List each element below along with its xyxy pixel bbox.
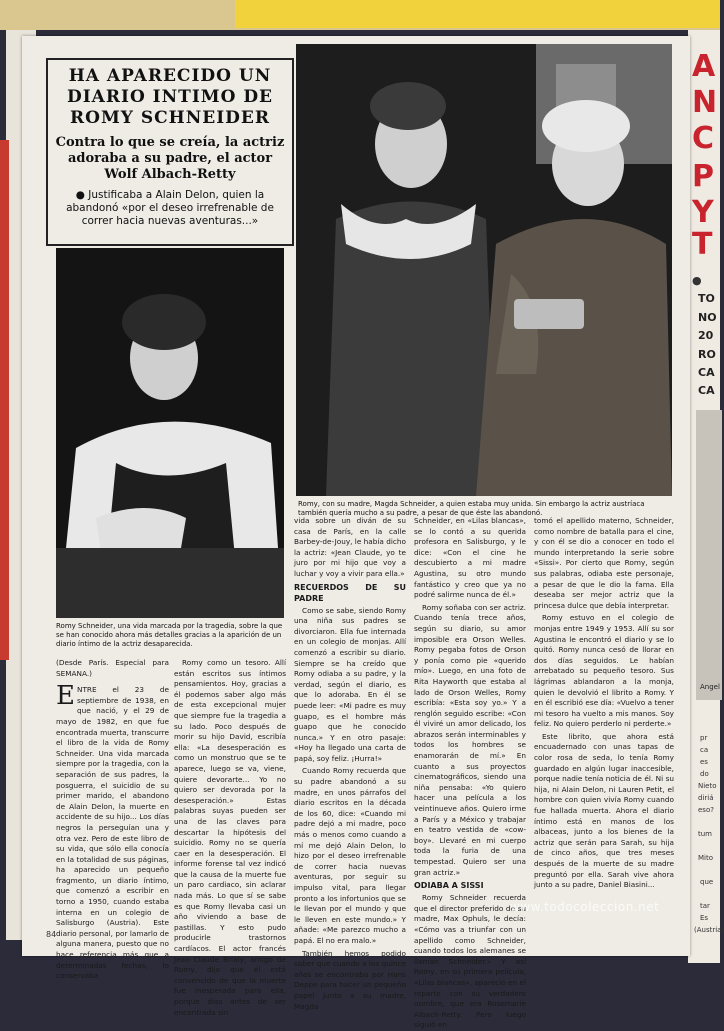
article-paragraph (56, 681, 169, 982)
right-page-photo-caption: Angel (700, 683, 720, 691)
article-paragraph: Romy Schneider recuerda que el director preferido de su madre, Max Ophuls, le decía: «Cómo vas a triunfar con un apellido como Schneider, cuando todos los alemanes se llaman Schneider.» Y así Romy, en su primera película, «Lilas blancas», apareció en el reparto con su verdadero nombre, que era Rosemarie Albach-Retty. Pero luego siguió en (414, 893, 526, 1030)
magazine-spine-strip (235, 0, 720, 28)
article-column-4 (414, 516, 526, 1030)
photo-romy-portrait (56, 248, 284, 618)
headline-box (46, 58, 294, 246)
right-page-letter: P (692, 159, 714, 194)
right-page-bullet: ● (692, 274, 702, 287)
caption-right-photo: Romy, con su madre, Magda Schneider, a quien estaba muy unida. Sin embargo la actriz austríaca también quería mucho a su padre, a pesar de que éste las abandonó. (298, 500, 645, 517)
right-page-line: NO (698, 311, 717, 324)
right-page-text: pr (700, 734, 708, 742)
article-paragraph: Cuando Romy recuerda que su padre abandonó a su madre, en unos párrafos del diario escritos en la década de los 60, dice: «Cuando mi padre dejó a mi madre, poco más o menos como cuando a mí me dejó Alain Delon, lo hizo por el deseo irrefrenable de correr hacia nuevas aventuras, por seguir su impulso vital, para llegar pronto a los infortunios que se le llevan por el mundo y que le lleven en este mundo.» Y añade: «Me parezco mucho a papá. El no era malo.» (294, 766, 406, 945)
right-page-text: do (700, 770, 709, 778)
right-page-line: CA (698, 384, 715, 397)
right-page-letter: Y (692, 195, 714, 230)
right-page-text: Nieto (698, 782, 717, 790)
right-page-letter: A (692, 49, 716, 84)
article-column-2 (174, 658, 286, 1017)
right-page-line: RO (698, 348, 716, 361)
photo-romy-portrait-image (56, 248, 284, 618)
right-page-photo (696, 410, 722, 700)
article-paragraph: También hemos podido saber que cuando a los quince años se encontraba por Hans Deppe para hacer un pequeño papel junto a su madre, Magda (294, 948, 406, 1011)
headline-line: ROMY SCHNEIDER (70, 108, 270, 128)
article-paragraph: vida sobre un diván de su casa de París, en la calle Barbey-de-Jouy, le había dicho la actriz: «Jean Claude, yo te juro por mi hijo que voy a luchar y voy a vivir para ella.» (294, 516, 406, 578)
right-page-line: CA (698, 366, 715, 379)
photo-romy-and-mother (296, 44, 672, 496)
photo-romy-and-mother-image (296, 44, 672, 496)
right-page-text: tar (700, 902, 710, 910)
caption-left-photo: Romy Schneider, una vida marcada por la tragedia, sobre la que se han conocido ahora más detalles gracias a la aparición de un diario íntimo de la actriz desaparecida. (56, 622, 283, 648)
right-page-text: eso? (698, 806, 714, 814)
headline-line: DIARIO INTIMO DE (66, 87, 274, 107)
drop-cap: E (56, 681, 75, 712)
right-page-text: Mito (698, 854, 714, 862)
right-page (688, 30, 724, 963)
article-paragraph: Schneider, en «Lilas blancas», se lo contó a su querida profesora en Salisburgo, y le dice: «Con el cine he descubierto a mi madre Agustina, su otro mundo fantástico y creo que ya no podré salirme nunca de él.» (414, 516, 526, 600)
article-paragraph: tomó el apellido materno, Schneider, como nombre de batalla para el cine, y con él se dio a conocer en todo el mundo interpretando la serie sobre «Sissi». Por cierto que Romy, según sus palabras, odiaba este personaje, a pesar de que le dio la fama. Ella deseaba ser mejor actriz que la princesa dulce que debía interpretar. (534, 516, 674, 610)
right-page-letter: C (692, 121, 715, 156)
headline-line: HA APARECIDO UN (68, 66, 272, 86)
magazine-page (22, 36, 690, 1030)
right-page-text: ca (700, 746, 709, 754)
right-page-letter: N (692, 85, 718, 120)
article-column-5 (534, 516, 674, 941)
dateline: (Desde París. Especial para SEMANA.) (56, 658, 169, 678)
watermark: www.todocoleccion.net (510, 900, 660, 914)
page-number: 84 (46, 930, 57, 939)
article-column-1 (56, 658, 169, 981)
article-paragraph: Como se sabe, siendo Romy una niña sus padres se divorciaron. Ella fue internada en un colegio de monjas. Allí comenzó a escribir su diario. Siempre se ha creído que Romy odiaba a su padre, y la verdad, según el diario, es que lo adoraba. En él se puede leer: «Mi padre es muy guapo, es el hombre más guapo que he conocido nunca.» Y en otro pasaje: «Hoy ha llegado una carta de papá, soy feliz. ¡Hurra!» (294, 605, 406, 763)
right-page-letter: T (692, 227, 713, 262)
right-page-text: Es (700, 914, 709, 922)
left-page-edge-red (0, 140, 9, 660)
article-paragraph: Este librito, que ahora está encuadernado con unas tapas de color rosa de seda, lo tenía Romy guardado en algún lugar inaccesible, porque nadie tenía noticia de él. Ni su hija, ni Alain Delon, ni Lauren Petit, el hombre con quien vivía Romy cuando fue hallada muerta. Ahora el diario íntimo está en manos de los albaceas, junto a los bienes de la actriz que serán para Sarah, su hija de cinco años, que tres meses después de la muerte de su madre preguntó por ella. Sarah vive ahora junto a su padre, Daniel Biasini... (534, 731, 674, 890)
article-paragraph: Romy como un tesoro. Allí están escritos sus íntimos pensamientos. Hoy, gracias a él podemos saber algo más de esta excepcional mujer que siempre fue la tragedia a su lado. Poco después de morir su hijo David, escribía ella: «La desesperación es como un monstruo que se te aparece, luego se va, viene, quiere devorarte... Yo no quiero ser devorada por la desesperación.» Estas palabras suyas pueden ser una de las claves para descartar la hipótesis del suicidio. Romy no se quería caer en la desesperación. El informe forense tal vez indicó que la causa de la muerte fue un paro cardiaco, sin aclarar nada más. Lo que sí se sabe es que Romy llevaba casi un año viviendo a base de pastillas. Y esto pudo producirle trastornos cardíacos. El actor francés Jean Claude Brialy, amigo de Romy, dijo que él está convencido de que la muerte fue inesperada para ella, porque días antes de ser encontrada sin (174, 658, 286, 1017)
section-heading: ODIABA A SISSI (414, 881, 484, 891)
article-column-3 (294, 516, 406, 1011)
right-page-line: 20 (698, 329, 714, 342)
article-paragraph: Romy soñaba con ser actriz. Cuando tenía trece años, según su diario, su amor imposible era Orson Welles. Romy pegaba fotos de Orson y ponía como pie «querido mío». Luego, en una foto de Rita Hayworth que estaba al lado de Orson Welles, Romy escribía: «Esta soy yo.» Y a renglón seguido escribe: «Con él viviré un amor delicado, los abrazos serán interminables y todos los hombres se enamorarán de mí.» En cuanto a sus proyectos cinematográficos, siendo una niña pensaba: «Yo quiero hacer una película a los veintinueve años. Quiero irme a París y a México y trabajar en teatro vestida de «cow-boy». Llevaré en mi cuerpo toda la furia de una tempestad. Quiero ser una gran actriz.» (414, 602, 526, 877)
right-page-text: es (700, 758, 708, 766)
right-page-text: diriá (698, 794, 714, 802)
right-page-text: que (700, 878, 714, 886)
lead-bullet: ● Justificaba a Alain Delon, quien la abandonó «por el deseo irrefrenable de correr hacia nuevas aventuras...» (66, 189, 274, 227)
subheadline: Contra lo que se creía, la actriz adoraba a su padre, el actor Wolf Albach-Retty (55, 135, 285, 182)
section-heading: RECUERDOS DE SU PADRE (294, 582, 406, 603)
right-page-line: TO (698, 292, 715, 305)
article-paragraph-text: NTRE el 23 de septiembre de 1938, en que nació, y el 29 de mayo de 1982, en que fue encontrada muerta, transcurre el libro de la vida de Romy Schneider. Una vida marcada siempre por la tragedia, con la separación de sus padres, la posguerra, el suicidio de su primer marido, el abandono de Alain Delon, la muerte en accidente de su hijo... Los días negros la perseguían una y otra vez. Pero de este libro de su vida, que sólo ella conocía en la totalidad de sus páginas, ha aparecido un pequeño fragmento, un diario íntimo, que comenzó a escribir en torno a 1950, cuando estaba interna en un colegio de Salisburgo (Austria). Este diario personal, por lamarlo de alguna manera, puesto que no hace referencia más que a determinadas fechas, lo conservaba (56, 685, 169, 981)
right-page-text: tum (698, 830, 712, 838)
article-paragraph: Romy estuvo en el colegio de monjas entre 1949 y 1953. Allí su sor Agustina le encontró el diario y se lo quitó. Romy nunca cesó de llorar en dos días seguidos. Le habían arrebatado su pequeño tesoro. Sus lágrimas ablandaron a la monja, quien le devolvió el librito a Romy. Y en él escribió ese día: «Vuelvo a tener mi tesoro ha vuelto a mis manos. Soy feliz. No quiero perderlo ni perderte.» (534, 613, 674, 729)
right-page-text: (Austria) (694, 926, 724, 934)
